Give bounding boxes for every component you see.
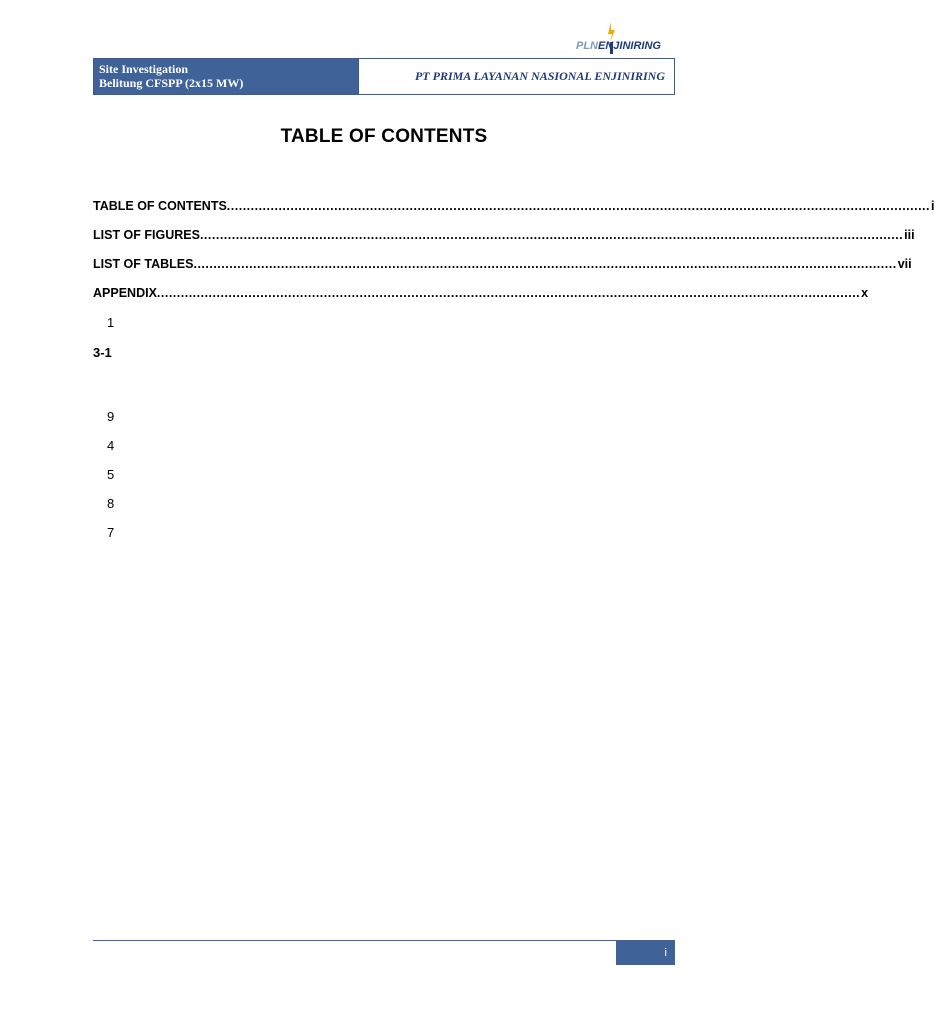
- document-header: [93, 58, 675, 95]
- toc-entry-page: iii: [904, 228, 915, 242]
- toc-entry-label: LIST OF FIGURES: [93, 228, 200, 242]
- toc-entry-label: APPENDIX: [93, 286, 157, 300]
- header-line-2: Belitung CFSPP (2x15 MW): [99, 76, 244, 90]
- list-number: 5: [107, 467, 115, 482]
- page-title: TABLE OF CONTENTS: [280, 126, 488, 147]
- toc-entry-page: vii: [897, 257, 912, 271]
- toc-leader-dots: .................................................................................................................................................................................: [193, 257, 897, 271]
- header-project-box: [94, 59, 358, 94]
- list-number: 9: [107, 409, 115, 424]
- footer-page-number: i: [616, 941, 675, 965]
- header-line-1: Site Investigation: [99, 62, 189, 76]
- toc-leader-dots: .................................................................................................................................................................................: [156, 286, 861, 300]
- list-number: 4: [107, 438, 115, 453]
- list-number: 1: [107, 315, 115, 330]
- footer-rule: [93, 940, 675, 941]
- list-number: 7: [107, 525, 115, 540]
- toc-entry-page: x: [861, 286, 869, 300]
- toc-entry-label: TABLE OF CONTENTS: [93, 199, 227, 213]
- toc-leader-dots: .................................................................................................................................................................................: [199, 228, 904, 242]
- toc-entry[interactable]: [93, 199, 935, 215]
- toc-entry[interactable]: [93, 257, 912, 273]
- toc-entry-page: i: [931, 199, 935, 213]
- logo-text: [576, 40, 676, 52]
- list-number: 8: [107, 496, 115, 511]
- toc-entry[interactable]: [93, 286, 869, 302]
- toc-leader-dots: .................................................................................................................................................................................: [226, 199, 931, 213]
- logo-enjiniring: ENJINIRING: [598, 40, 661, 52]
- toc-entry-label: LIST OF TABLES: [93, 257, 194, 271]
- toc-entry[interactable]: [93, 228, 915, 244]
- section-number: 3-1: [93, 345, 112, 360]
- header-company: PT PRIMA LAYANAN NASIONAL ENJINIRING: [358, 59, 674, 94]
- pln-enjiniring-logo: [576, 22, 676, 56]
- logo-pln: PLN: [576, 40, 598, 52]
